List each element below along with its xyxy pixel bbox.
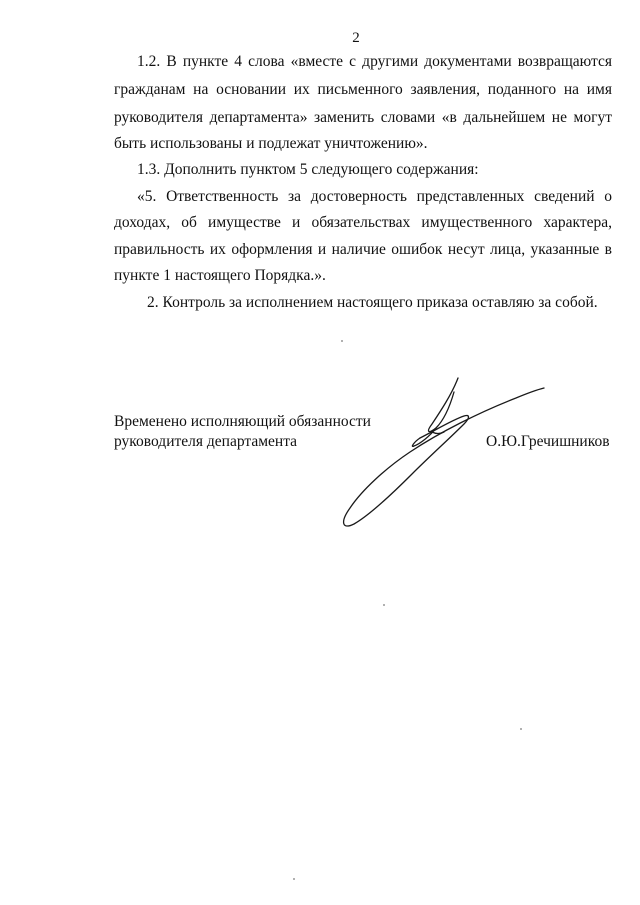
paragraph-2: 2. Контроль за исполнением настоящего приказа оставляю за собой. — [147, 294, 598, 311]
paragraph-5-line-2: доходах, об имуществе и обязательствах имущественного характера, — [114, 214, 612, 231]
scan-speck — [293, 878, 295, 880]
paragraph-1-2-line-1: 1.2. В пункте 4 слова «вместе с другими документами возвращаются — [137, 53, 612, 70]
signatory-name: О.Ю.Гречишников — [486, 433, 610, 450]
paragraph-1-2-line-2: гражданам на основании их письменного заявления, поданного на имя — [114, 81, 612, 98]
scan-speck — [341, 340, 343, 342]
scan-speck — [383, 604, 385, 606]
signatory-position-line-2: руководителя департамента — [114, 433, 298, 450]
handwritten-signature — [340, 372, 550, 532]
paragraph-1-2-line-3: руководителя департамента» заменить словами «в дальнейшем не могут — [114, 109, 612, 126]
paragraph-1-2-line-4: быть использованы и подлежат уничтожению». — [114, 135, 428, 152]
page-number: 2 — [352, 30, 360, 46]
paragraph-5-line-1: «5. Ответственность за достоверность представленных сведений о — [137, 188, 612, 205]
paragraph-1-3: 1.3. Дополнить пунктом 5 следующего содержания: — [137, 161, 479, 178]
signatory-position-line-1: Временено исполняющий обязанности — [114, 413, 371, 430]
scan-speck — [520, 728, 522, 730]
paragraph-5-line-4: пункте 1 настоящего Порядка.». — [114, 267, 326, 284]
paragraph-5-line-3: правильность их оформления и наличие ошибок несут лица, указанные в — [114, 241, 612, 258]
